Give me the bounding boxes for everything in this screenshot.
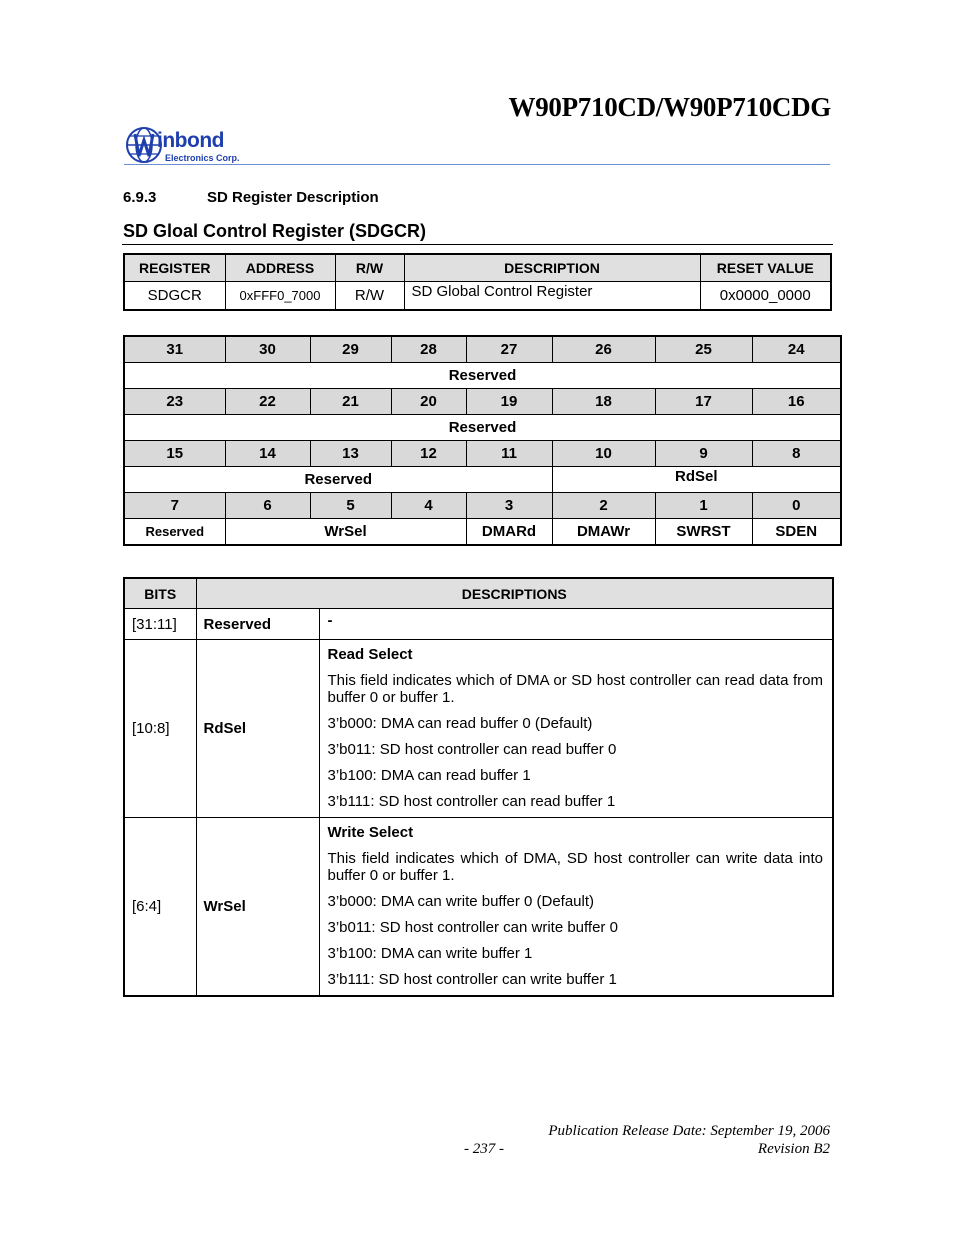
table-row xyxy=(124,640,833,818)
logo-wordmark: inbond xyxy=(157,129,224,152)
column-header: R/W xyxy=(335,254,404,282)
bit-field: WrSel xyxy=(225,519,466,546)
description-line: 3’b011: SD host controller can write buffer 0 xyxy=(327,919,618,936)
bit-number: 24 xyxy=(752,336,841,363)
bit-number: 22 xyxy=(225,389,310,415)
page-number: - 237 - xyxy=(464,1141,504,1157)
column-header: BITS xyxy=(124,578,196,609)
publication-date: Publication Release Date: September 19, 2006 xyxy=(548,1123,830,1139)
register-description: SD Global Control Register xyxy=(404,282,700,311)
table-row xyxy=(124,282,831,311)
bit-number-row xyxy=(124,389,841,415)
bit-number: 11 xyxy=(466,441,552,467)
bit-number-row xyxy=(124,493,841,519)
bit-field-row xyxy=(124,467,841,493)
description-line: This field indicates which of DMA or SD host controller can read data from buffer 0 or buffer 1. xyxy=(327,672,824,706)
description-line: 3’b100: DMA can read buffer 1 xyxy=(327,767,531,784)
description-line: 3’b111: SD host controller can read buffer 1 xyxy=(327,793,616,810)
description-line: 3’b100: DMA can write buffer 1 xyxy=(327,945,533,962)
register-summary-table xyxy=(123,253,832,311)
bit-number: 16 xyxy=(752,389,841,415)
bit-number: 26 xyxy=(552,336,655,363)
bit-number: 18 xyxy=(552,389,655,415)
field-heading: Write Select xyxy=(327,824,414,841)
bit-number: 4 xyxy=(391,493,466,519)
field-name: Reserved xyxy=(196,609,319,640)
bit-field-row xyxy=(124,519,841,546)
bit-number: 29 xyxy=(310,336,391,363)
field-description xyxy=(319,640,833,818)
column-header: DESCRIPTIONS xyxy=(196,578,833,609)
bit-number: 21 xyxy=(310,389,391,415)
table-header-row xyxy=(124,254,831,282)
bit-field: DMAWr xyxy=(552,519,655,546)
bit-number: 9 xyxy=(655,441,752,467)
section-title: SD Register Description xyxy=(207,189,379,206)
field-name: RdSel xyxy=(196,640,319,818)
bit-field-row xyxy=(124,415,841,441)
field-heading: Read Select xyxy=(327,646,413,663)
bit-map-table xyxy=(123,335,842,546)
bit-number: 13 xyxy=(310,441,391,467)
register-title: SD Gloal Control Register (SDGCR) xyxy=(123,221,427,241)
bit-field: RdSel xyxy=(552,467,841,493)
bit-number: 19 xyxy=(466,389,552,415)
field-name: WrSel xyxy=(196,818,319,997)
bit-number-row xyxy=(124,336,841,363)
revision: Revision B2 xyxy=(757,1141,830,1157)
description-line: 3’b000: DMA can write buffer 0 (Default) xyxy=(327,893,595,910)
bit-number: 5 xyxy=(310,493,391,519)
title-rule xyxy=(122,244,833,245)
bit-number: 6 xyxy=(225,493,310,519)
bit-number: 7 xyxy=(124,493,225,519)
bit-number: 28 xyxy=(391,336,466,363)
bit-number-row xyxy=(124,441,841,467)
bit-number: 3 xyxy=(466,493,552,519)
field-description xyxy=(319,818,833,997)
header-rule xyxy=(124,164,830,165)
bit-number: 20 xyxy=(391,389,466,415)
bit-field: Reserved xyxy=(124,467,552,493)
description-line: 3’b011: SD host controller can read buffer 0 xyxy=(327,741,617,758)
bit-number: 27 xyxy=(466,336,552,363)
bit-description-table xyxy=(123,577,834,997)
bit-number: 17 xyxy=(655,389,752,415)
register-access: R/W xyxy=(335,282,404,311)
bit-number: 14 xyxy=(225,441,310,467)
register-address: 0xFFF0_7000 xyxy=(225,282,335,311)
register-name: SDGCR xyxy=(124,282,225,311)
column-header: DESCRIPTION xyxy=(404,254,700,282)
bit-number: 30 xyxy=(225,336,310,363)
bit-number: 31 xyxy=(124,336,225,363)
bit-number: 2 xyxy=(552,493,655,519)
field-description: - xyxy=(319,609,833,640)
description-line: 3’b000: DMA can read buffer 0 (Default) xyxy=(327,715,593,732)
bit-field: Reserved xyxy=(124,363,841,389)
bit-number: 10 xyxy=(552,441,655,467)
description-line: This field indicates which of DMA, SD host controller can write data into buffer 0 or buffer 1. xyxy=(327,850,824,884)
bit-number: 23 xyxy=(124,389,225,415)
bit-number: 1 xyxy=(655,493,752,519)
bit-number: 8 xyxy=(752,441,841,467)
bits-cell: [31:11] xyxy=(124,609,196,640)
bit-field-row xyxy=(124,363,841,389)
table-row xyxy=(124,609,833,640)
bit-field: DMARd xyxy=(466,519,552,546)
bits-cell: [6:4] xyxy=(124,818,196,997)
table-row xyxy=(124,818,833,997)
column-header: RESET VALUE xyxy=(700,254,831,282)
bit-field: Reserved xyxy=(124,519,225,546)
bit-number: 12 xyxy=(391,441,466,467)
description-line: 3’b111: SD host controller can write buffer 1 xyxy=(327,971,617,988)
logo-subtitle: Electronics Corp. xyxy=(165,153,240,163)
winbond-logo xyxy=(126,126,256,166)
table-header-row xyxy=(124,578,833,609)
bit-number: 25 xyxy=(655,336,752,363)
bit-field: SWRST xyxy=(655,519,752,546)
column-header: ADDRESS xyxy=(225,254,335,282)
column-header: REGISTER xyxy=(124,254,225,282)
register-reset-value: 0x0000_0000 xyxy=(700,282,831,311)
bits-cell: [10:8] xyxy=(124,640,196,818)
bit-field: Reserved xyxy=(124,415,841,441)
section-number: 6.9.3 xyxy=(123,189,157,206)
bit-field: SDEN xyxy=(752,519,841,546)
bit-number: 0 xyxy=(752,493,841,519)
section-heading xyxy=(123,189,379,206)
bit-number: 15 xyxy=(124,441,225,467)
document-title: W90P710CD/W90P710CDG xyxy=(508,92,831,122)
